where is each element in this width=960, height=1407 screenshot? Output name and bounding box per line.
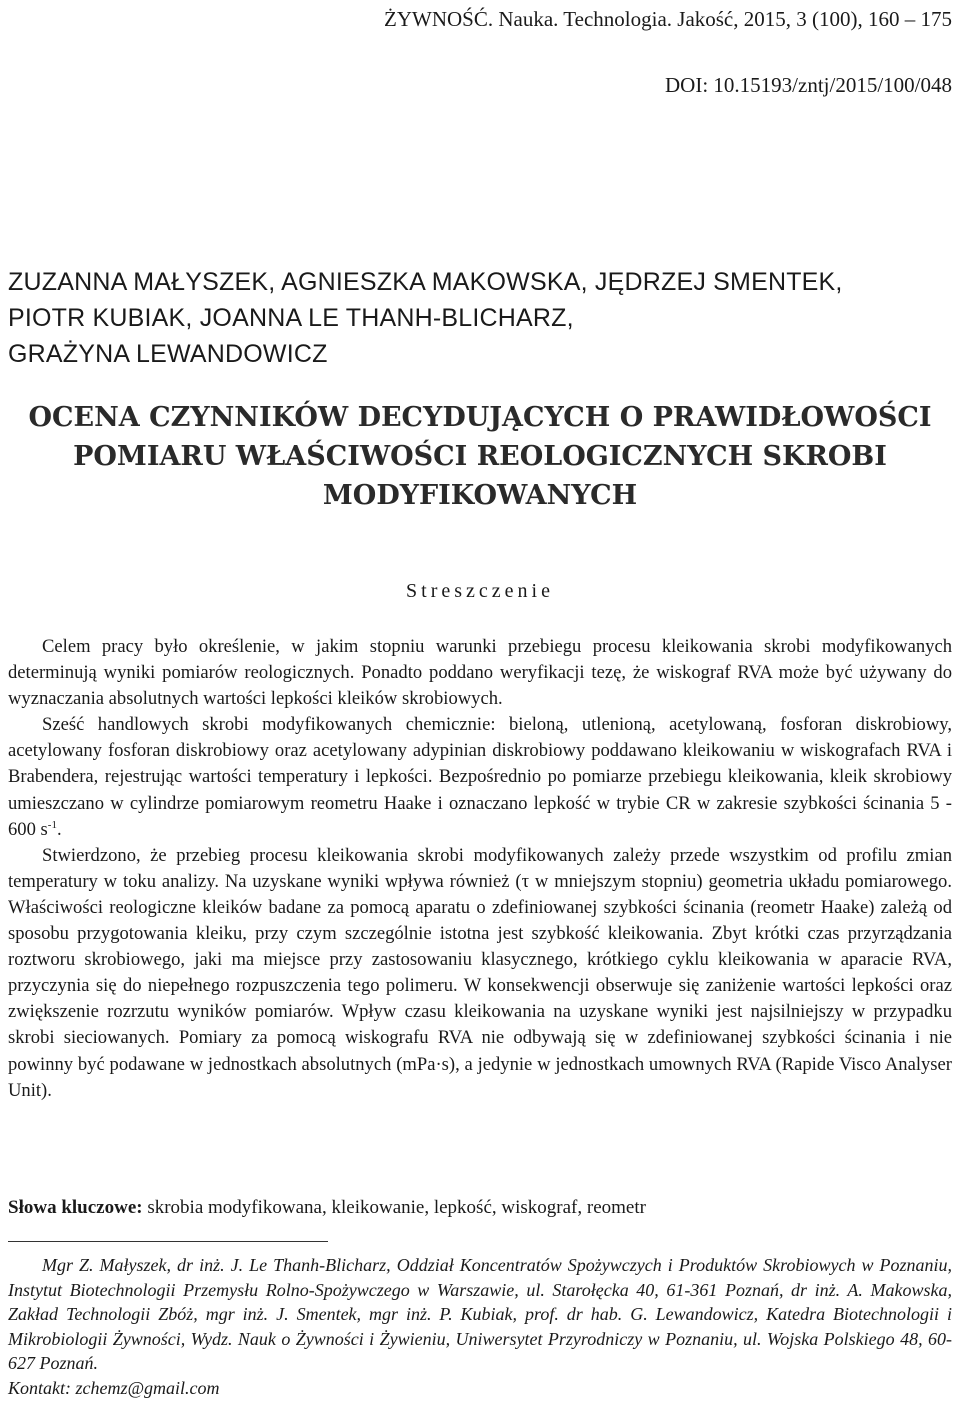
keywords-label: Słowa kluczowe: <box>8 1197 143 1218</box>
author-line: ZUZANNA MAŁYSZEK, AGNIESZKA MAKOWSKA, JĘDRZEJ SMENTEK, <box>8 268 843 296</box>
abstract-paragraph: Stwierdzono, że przebieg procesu kleikowania skrobi modyfikowanych zależy przede wszystkim od profilu zmian temperatury w toku analizy. Na uzyskane wyniki wpływa również (τ w mniejszym stopniu) geometria układu pomiarowego. Właściwości reologiczne kleików badane za pomocą aparatu o zdefiniowanej szybkości ścinania (reometr Haake) zależą od sposobu przygotowania kleiku, przy czym szczególnie istotna jest szybkość kleikowania. Zbyt krótki czas przyrządzania roztworu skrobiowego, jaki ma miejsce przy zastosowaniu klasycznego, krótkiego cyklu kleikowania w aparacie RVA, przyczynia się do niepełnego rozpuszczenia tego polimeru. W konsekwencji obserwuje się zaniżenie wartości lepkości oraz zwiększenie rozrzutu wyników pomiarów. Wpływ czasu kleikowania na uzyskane wyniki jest najsilniejszy w przypadku skrobi sieciowanych. Pomiary za pomocą wiskografu RVA nie odbywają się w zdefiniowanej szybkości ścinania i nie powinny być podawane w jednostkach absolutnych (mPa·s), a jedynie w jednostkach umownych RVA (Rapide Visco Analyser Unit). <box>8 844 952 1101</box>
footnote-divider <box>8 1241 328 1242</box>
author-affiliations-footnote <box>8 1253 952 1400</box>
journal-citation: ŻYWNOŚĆ. Nauka. Technologia. Jakość, 2015, 3 (100), 160 – 175 <box>384 7 952 31</box>
abstract-heading: Streszczenie <box>406 580 554 602</box>
abstract-text: . <box>56 818 62 840</box>
keywords-text: skrobia modyfikowana, kleikowanie, lepkość, wiskograf, reometr <box>147 1197 646 1218</box>
abstract-paragraph: Celem pracy było określenie, w jakim stopniu warunki przebiegu procesu kleikowania skrobi modyfikowanych determinują wyniki pomiarów reologicznych. Ponadto poddano weryfikacji tezę, że wiskograf RVA może być używany do wyznaczania absolutnych wartości lepkości kleików skrobiowych. <box>8 636 952 710</box>
author-line: PIOTR KUBIAK, JOANNA LE THANH-BLICHARZ, <box>8 304 574 332</box>
doi-line: DOI: 10.15193/zntj/2015/100/048 <box>665 73 952 97</box>
author-list <box>8 264 948 372</box>
title-line: MODYFIKOWANYCH <box>322 480 638 511</box>
abstract-text: Sześć handlowych skrobi modyfikowanych chemicznie: bieloną, utlenioną, acetylowaną, fosforan diskrobiowy, acetylowany fosforan diskrobiowy oraz acetylowany adypinian diskrobiowy poddawano kleikowaniu w wiskografach RVA i Brabendera, rejestrując wartości temperatury i lepkości. Bezpośrednio po pomiarze przebiegu kleikowania, kleik skrobiowy umieszczano w cylindrze pomiarowym reometru Haake i oznaczano lepkość w trybie CR w zakresie szybkości ścinania 5 - 600 s <box>8 714 952 840</box>
article-title <box>8 398 952 515</box>
abstract-paragraph <box>8 712 952 842</box>
abstract-body <box>8 634 952 1104</box>
title-line: POMIARU WŁAŚCIWOŚCI REOLOGICZNYCH SKROBI <box>73 441 887 472</box>
title-line: OCENA CZYNNIKÓW DECYDUJĄCYCH O PRAWIDŁOWOŚCI <box>28 402 932 433</box>
keywords <box>8 1195 952 1221</box>
author-line: GRAŻYNA LEWANDOWICZ <box>8 340 328 368</box>
affiliation-text: Mgr Z. Małyszek, dr inż. J. Le Thanh-Blicharz, Oddział Koncentratów Spożywczych i Produktów Skrobiowych w Poznaniu, Instytut Biotechnologii Przemysłu Rolno-Spożywczego w Warszawie, ul. Starołęcka 40, 61-361 Poznań, dr inż. A. Makowska, Zakład Technologii Zbóż, mgr inż. J. Smentek, mgr inż. P. Kubiak, prof. dr hab. G. Lewandowicz, Katedra Biotechnologii i Mikrobiologii Żywności, Wydz. Nauk o Żywności i Żywieniu, Uniwersytet Przyrodniczy w Poznaniu, ul. Wojska Polskiego 48, 60-627 Poznań. <box>8 1255 952 1373</box>
contact-email: Kontakt: zchemz@gmail.com <box>8 1377 220 1398</box>
superscript: -1 <box>47 818 57 831</box>
